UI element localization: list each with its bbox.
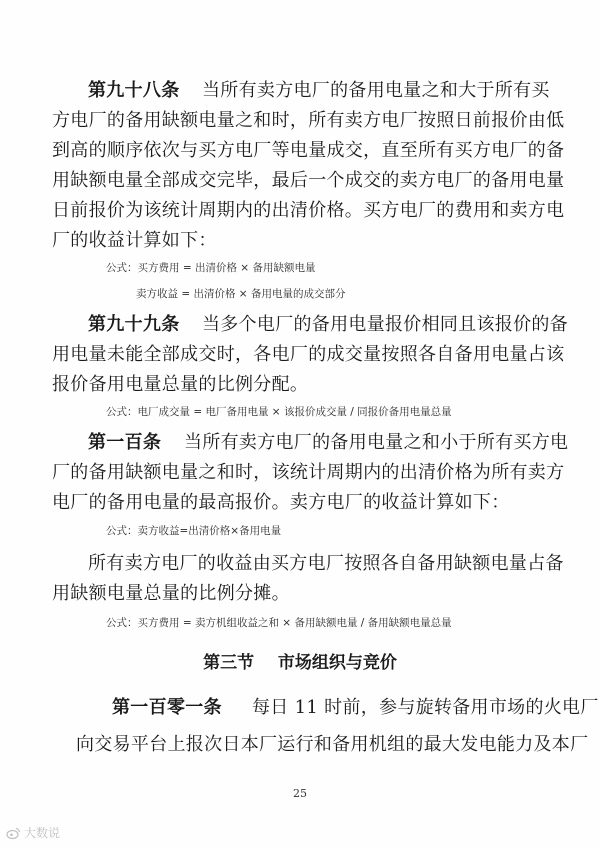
article-99-heading: 第九十九条 [88, 314, 180, 335]
weibo-logo-icon [6, 826, 21, 840]
formula-buyer-cost: 公式：买方费用 = 出清价格 × 备用缺额电量 [106, 262, 316, 274]
page-number: 25 [293, 787, 307, 800]
article-98-heading: 第九十八条 [88, 80, 180, 101]
article-100-text: 当所有卖方电厂的备用电量之和小于所有买方电 [184, 432, 569, 453]
formula-plant-volume: 公式：电厂成交量 = 电厂备用电量 × 该报价成交量 / 同报价备用电量总量 [106, 406, 452, 418]
formula-seller-revenue-2: 公式：卖方收益=出清价格×备用电量 [106, 525, 282, 537]
article-100-heading: 第一百条 [88, 432, 162, 453]
formula-seller-revenue: 卖方收益 = 出清价格 × 备用电量的成交部分 [136, 288, 346, 300]
article-101-heading: 第一百零一条 [112, 697, 222, 718]
article-99-text: 当多个电厂的备用电量报价相同且该报价的备 [202, 314, 568, 335]
article-98-text: 当所有卖方电厂的备用电量之和大于所有买 [202, 80, 550, 101]
watermark [6, 824, 60, 841]
formula-buyer-cost-2: 公式：买方费用 = 卖方机组收益之和 × 备用缺额电量 / 备用缺额电量总量 [106, 617, 452, 629]
section-title: 第三节 市场组织与竞价 [203, 653, 397, 673]
document-page: 第九十八条 当所有卖方电厂的备用电量之和大于所有买 方电厂的备用缺额电量之和时，所有卖方电厂按照日前报价由低 到高的顺序依次与买方电厂等电量成交，直至所有买方电厂的备 用缺额电量全部成交完毕，最后一个成交的卖方电厂的备用电量 日前报价为该统计周期内的出清价格。买方电厂的费用和卖方电 厂的收益计算如下： 公式：买方费用 = 出清价格 × 备用缺额电量 卖方收益 = 出清价格 × 备用电量的成交部分 第九十九条 当多个电厂的备用电量报价相同且该报价的备 用电量未能全部成交时，各电厂的成交量按照各自备用电量占该 报价备用电量总量的比例分配。 公式：电厂成交量 = 电厂备用电量 × 该报价成交量 / 同报价备用电量总量 第一百条 当所有卖方电厂的备用电量之和小于所有买方电 厂的备用缺额电量之和时，该统计周期内的出清价格为所有卖方 电厂的备用电量的最高报价。卖方电厂的收益计算如下： 公式：卖方收益=出清价格×备用电量 所有卖方电厂的收益由买方电厂按照各自备用缺额电量占备 用缺额电量总量的比例分摊。 公式：买方费用 = 卖方机组收益之和 × 备用缺额电量 / 备用缺额电量总量 第三节 市场组织与竞价 [0, 0, 600, 848]
article-101-text: 每日 11 时前，参与旋转备用市场的火电厂 [252, 697, 599, 718]
watermark-text: 大数说 [24, 826, 61, 840]
